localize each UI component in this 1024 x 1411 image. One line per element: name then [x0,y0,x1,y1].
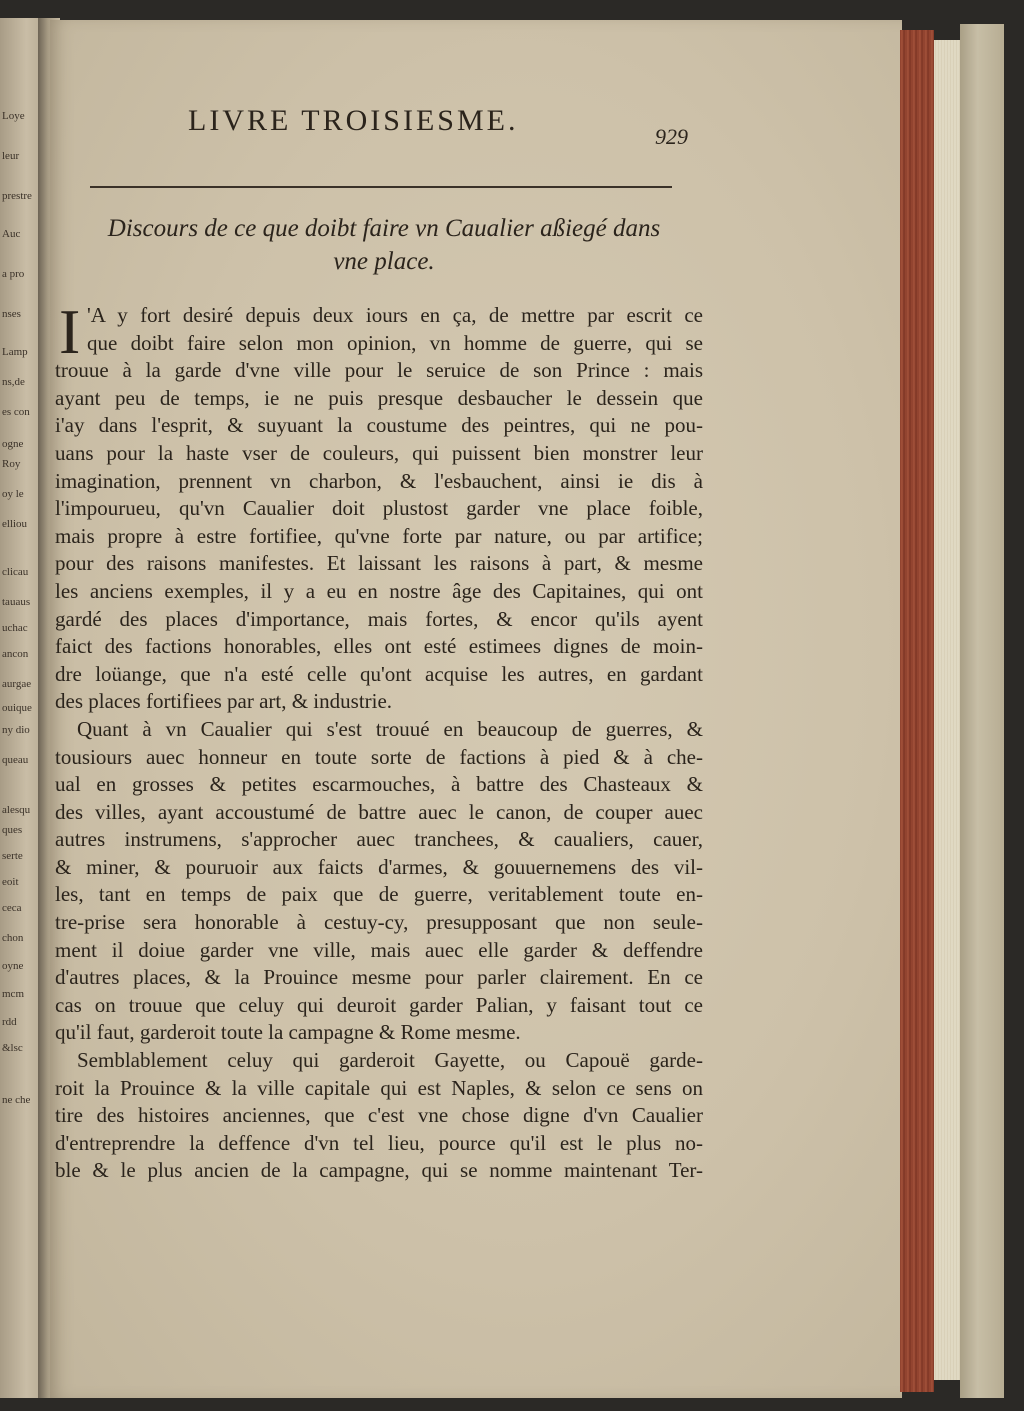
running-header: LIVRE TROISIESME. [188,104,519,137]
left-page-fragment: chon [2,932,24,944]
left-page-fragment: Auc [2,228,21,240]
text-line: dre loüange, que n'a esté celle qu'ont acquise les autres, en gardant [55,661,703,686]
text-line: i'ay dans l'esprit, & suyuant la coustume des peintres, qui ne pou- [55,413,703,438]
left-page-fragment: alesqu [2,804,31,816]
text-line: cas on trouue que celuy qui deuroit garder Palian, y faisant tout ce [55,992,703,1017]
left-page-fragment: a pro [2,268,25,280]
left-page-fragment: prestre [2,190,32,202]
left-page-fragment: clicau [2,566,29,578]
drop-cap: I [59,296,81,367]
text-line: d'autres places, & la Prouince mesme pour parler clairement. En ce [55,965,703,990]
left-page-fragment: oy le [2,488,24,500]
section-title-line: Discours de ce que doibt faire vn Caualier aßiegé dans [107,215,661,242]
text-line: imagination, prennent vn charbon, & l'esbauchent, ainsi ie dis à [55,468,703,493]
left-page-fragment: mcm [2,988,24,1000]
text-line: pour des raisons manifestes. Et laissant les raisons à part, & mesme [55,551,703,576]
left-page-fragment: tauaus [2,596,31,608]
body-text [55,296,703,1185]
left-page-fragment: rdd [2,1016,17,1028]
left-page-fragment: ne che [2,1094,31,1106]
text-line: gardé des places d'importance, mais fortes, & encor qu'ils ayent [55,606,703,631]
left-page-fragment: &lsc [2,1042,23,1054]
text-line: Semblablement celuy qui garderoit Gayette, ou Capouë garde- [77,1048,703,1073]
left-page-fragment: ny dio [2,724,30,736]
text-line: ual en grosses & petites escarmouches, à battre des Chasteaux & [55,772,703,797]
text-line: Quant à vn Caualier qui s'est trouué en beaucoup de guerres, & [77,716,703,741]
text-line: uans pour la haste vser de couleurs, qui puissent bien monstrer leur [55,440,703,465]
header-rule [90,186,672,188]
page-edges-red [900,30,934,1392]
page-edges-cream [934,40,962,1380]
left-page-fragment: Lamp [2,346,28,358]
left-page-fragment: es con [2,406,30,418]
left-page-fragment: Roy [2,458,21,470]
text-line: trouue à la garde d'vne ville pour le seruice de son Prince : mais [55,358,703,383]
left-page-fragment: serte [2,850,23,862]
text-line: tousiours auec honneur en toute sorte de factions à pied & à che- [55,744,703,769]
left-page-fragment: ouique [2,702,32,714]
text-line: d'entreprendre la deffence d'vn tel lieu, pource qu'il est le plus no- [55,1130,703,1155]
left-page-fragment: ques [2,824,23,836]
text-line: mais propre à estre fortifiee, qu'vne forte par nature, ou par artifice; [55,523,703,548]
text-line: tre-prise sera honorable à cestuy-cy, presupposant que non seule- [55,910,703,935]
page-number: 929 [655,124,688,149]
text-line: ayant peu de temps, ie ne puis presque desbaucher le dessein que [55,385,703,410]
left-page-fragment: Loye [2,110,25,122]
left-page-fragment: ancon [2,648,29,660]
text-line: des places fortifiees par art, & industrie. [55,689,393,714]
text-line: 'A y fort desiré depuis deux iours en ça, de mettre par escrit ce [87,303,703,327]
text-line: ment il doiue garder vne ville, mais auec elle garder & deffendre [55,937,703,962]
left-page-fragment: queau [2,754,29,766]
left-page-fragment: ns,de [2,376,25,388]
section-title-line: vne place. [333,248,435,275]
text-line: ble & le plus ancien de la campagne, qui se nomme maintenant Ter- [55,1158,703,1183]
text-line: que doibt faire selon mon opinion, vn homme de guerre, qui se [87,330,703,355]
text-line: les, tant en temps de paix que de guerre, veritablement toute en- [55,882,703,907]
left-page-fragment: nses [2,308,21,320]
text-line: l'impourueu, qu'vn Caualier doit plustost garder vne place foible, [55,496,703,521]
text-line: tire des histoires anciennes, que c'est vne chose digne d'vn Caualier [55,1103,703,1128]
section-title [78,212,690,278]
text-line: les anciens exemples, il y a eu en nostre âge des Capitaines, qui ont [55,578,703,603]
left-page-fragment: ceca [2,902,22,914]
left-page-fragment: uchac [2,622,28,634]
left-page-fragment: aurgae [2,678,32,690]
text-line: autres instrumens, s'approcher auec tranchees, & caualiers, cauer, [55,827,703,852]
text-line: & miner, & pouruoir aux faicts d'armes, & gouuernemens des vil- [55,854,703,879]
book-cover-board [960,24,1004,1398]
left-page-fragment: oyne [2,960,24,972]
text-line: des villes, ayant accoustumé de battre auec le canon, de couper auec [55,799,703,824]
text-line: qu'il faut, garderoit toute la campagne & Rome mesme. [55,1020,521,1045]
left-page-fragment: elliou [2,518,28,530]
left-page-fragment: leur [2,150,20,162]
text-line: roit la Prouince & la ville capitale qui est Naples, & selon ce sens on [55,1075,703,1100]
left-page-fragment: ogne [2,438,24,450]
left-page-fragment: eoit [2,876,19,888]
text-line: faict des factions honorables, elles ont esté estimees dignes de moin- [55,634,703,659]
